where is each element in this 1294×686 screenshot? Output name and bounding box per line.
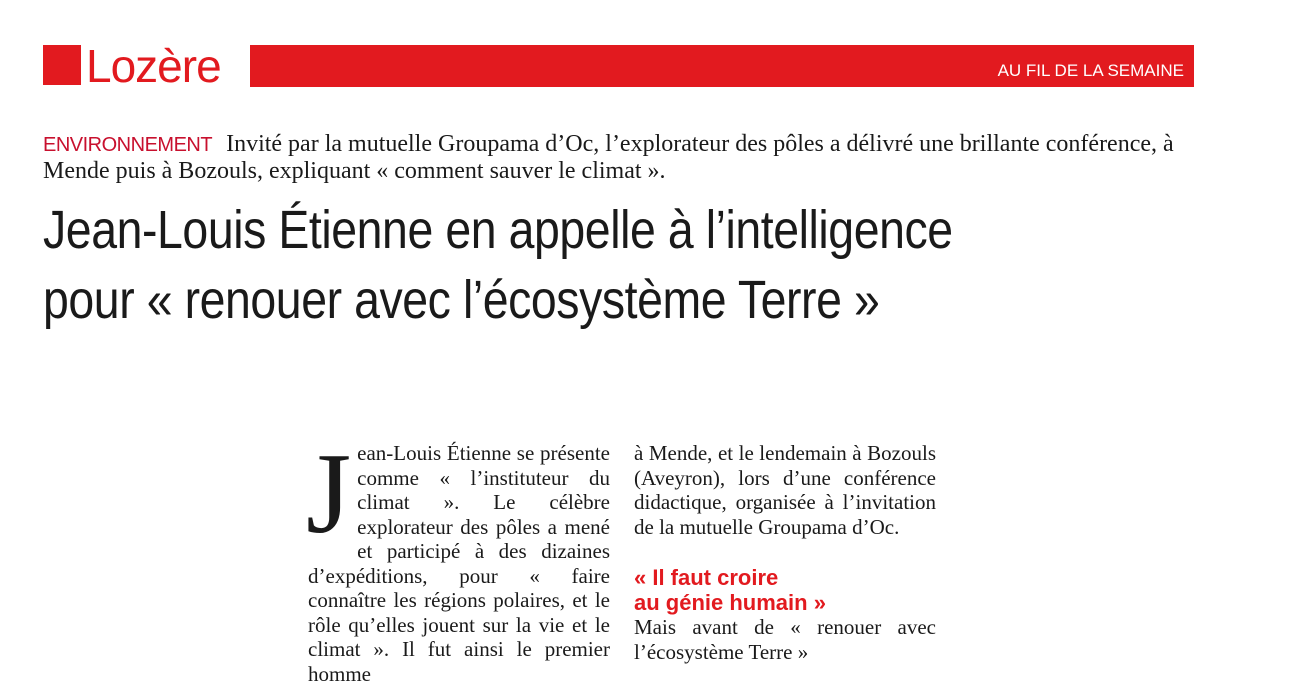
article-column-2 — [634, 441, 936, 664]
column-2-text-2: Mais avant de « renouer avec l’écosystème Terre » — [634, 615, 936, 664]
column-2-text: à Mende, et le lendemain à Bozouls (Aveyron), lors d’une conférence didactique, organisée à l’invitation de la mutuelle Groupama d’Oc. — [634, 441, 936, 539]
article-column-1 — [306, 430, 610, 686]
drop-cap: J — [306, 430, 352, 558]
headline-line-1: Jean-Louis Étienne en appelle à l’intelligence — [43, 200, 953, 260]
column-1-text: ean-Louis Étienne se présente comme « l’instituteur du climat ». Le célèbre explorateur des pôles a mené et participé à des dizaines d’expéditions, pour « faire connaître les régions polaires, et le rôle qu’elles jouent sur la vie et le climat ». Il fut ainsi le premier homme — [308, 441, 610, 686]
header-bar — [250, 45, 1194, 87]
headline-line-2: pour « renouer avec l’écosystème Terre » — [43, 270, 880, 330]
chapo-text: Invité par la mutuelle Groupama d’Oc, l’explorateur des pôles a délivré une brillante conférence, à Mende puis à Bozouls, expliquant « comment sauver le climat ». — [43, 131, 1174, 184]
subhead-line-2: au génie humain » — [634, 590, 826, 615]
header-tag: AU FIL DE LA SEMAINE — [997, 61, 1184, 80]
subhead-line-1: « Il faut croire — [634, 565, 779, 590]
article-subhead — [634, 565, 936, 615]
article-headline — [43, 195, 1075, 335]
section-color-block — [43, 45, 81, 85]
rubric-label: ENVIRONNEMENT — [43, 134, 213, 156]
section-name: Lozère — [86, 40, 221, 92]
article-chapo — [43, 131, 1193, 184]
